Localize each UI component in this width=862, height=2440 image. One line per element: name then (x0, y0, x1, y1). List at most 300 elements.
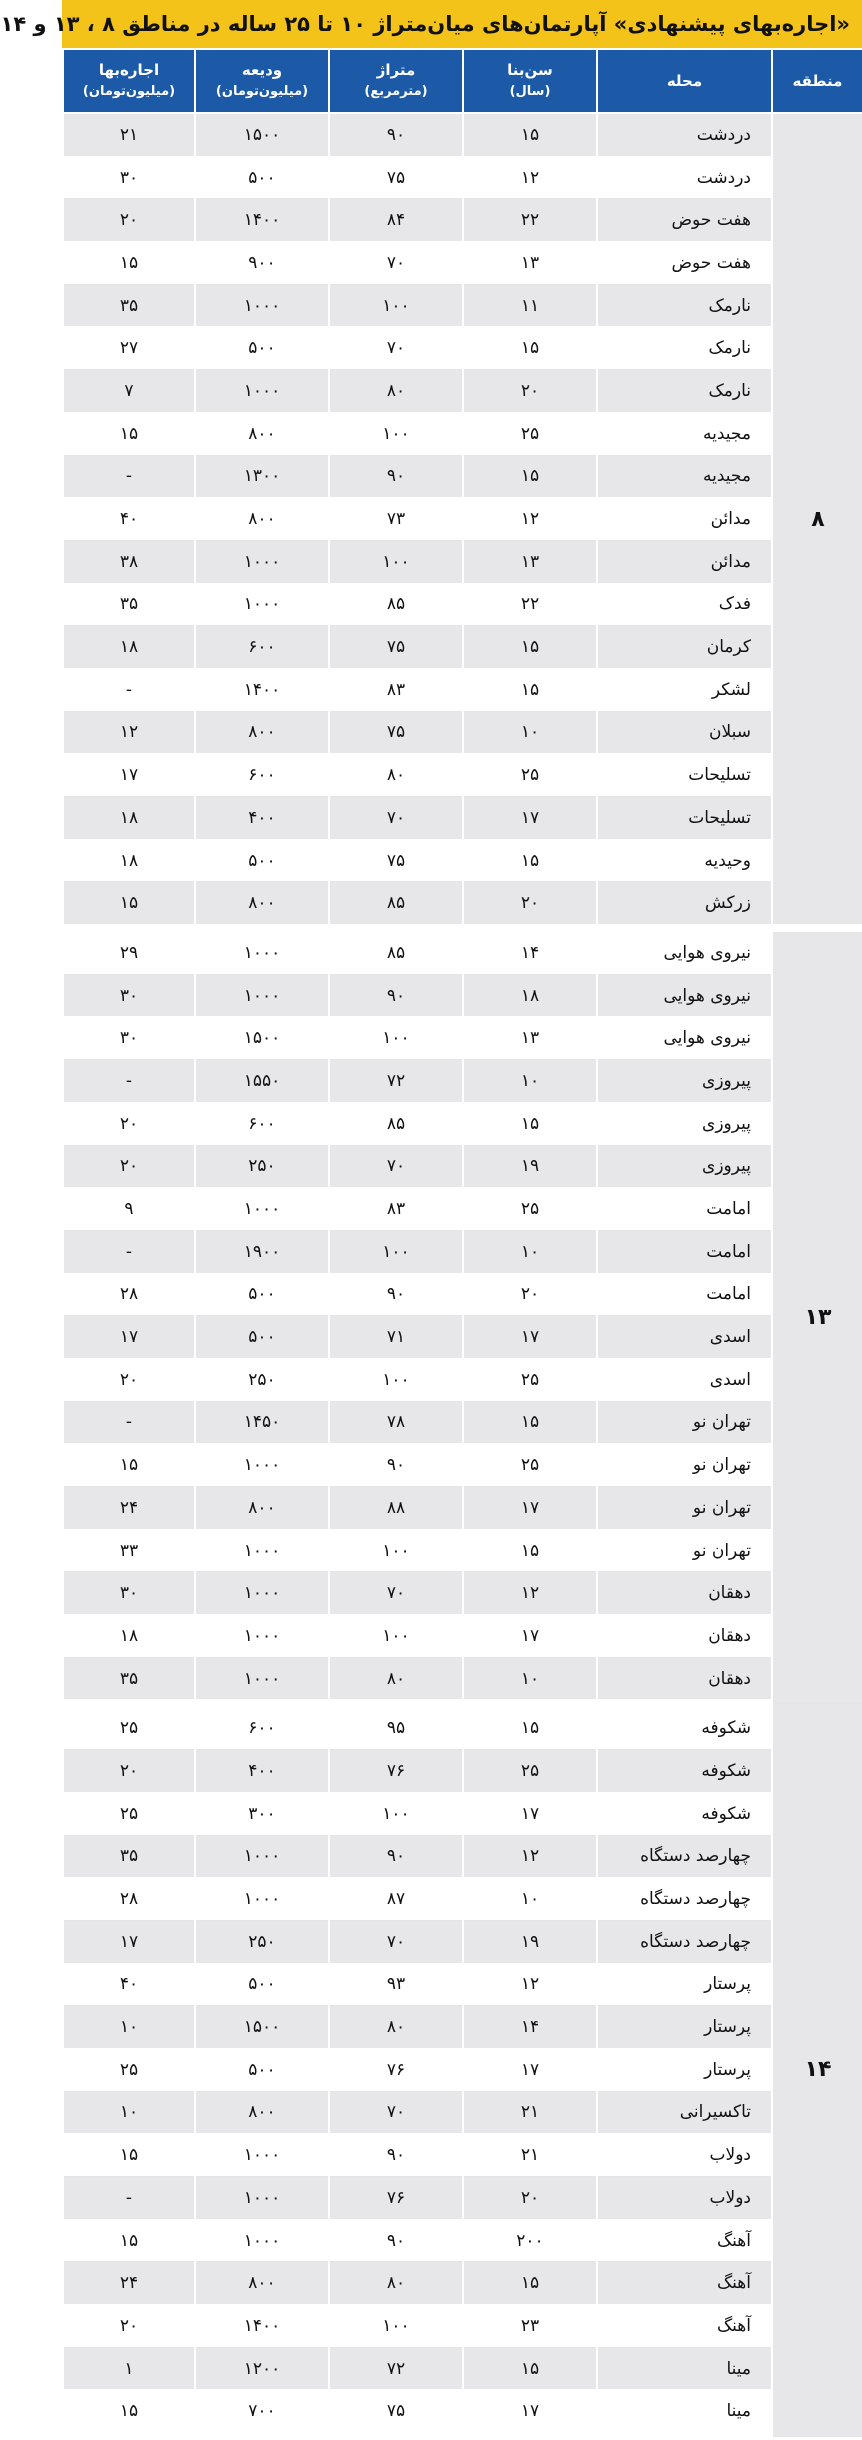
rent-cell: ۱۵ (63, 412, 195, 455)
deposit-cell: ۶۰۰ (195, 754, 329, 797)
age-cell: ۲۳ (463, 2305, 597, 2348)
rent-cell: ۳۵ (63, 1835, 195, 1878)
area-cell: ۷۶ (329, 1750, 463, 1793)
header-row (63, 49, 862, 113)
deposit-cell: ۲۵۰ (195, 1920, 329, 1963)
rent-cell: ۱۰ (63, 2006, 195, 2049)
neighborhood-cell: آهنگ (597, 2305, 772, 2348)
neighborhood-cell: شکوفه (597, 1750, 772, 1793)
neighborhood-cell: امامت (597, 1273, 772, 1316)
neighborhood-cell: چهارصد دستگاه (597, 1878, 772, 1921)
rent-cell: ۲۰ (63, 1102, 195, 1145)
area-cell: ۸۳ (329, 1188, 463, 1231)
age-cell: ۱۹ (463, 1920, 597, 1963)
header-region: منطقه (772, 49, 862, 113)
age-cell: ۲۵ (463, 1444, 597, 1487)
deposit-cell: ۷۰۰ (195, 2390, 329, 2436)
header-deposit: ودیعه (میلیون‌تومان) (195, 49, 329, 113)
neighborhood-cell: تهران نو (597, 1444, 772, 1487)
neighborhood-cell: دهقان (597, 1572, 772, 1615)
neighborhood-cell: نارمک (597, 327, 772, 370)
deposit-cell: ۱۰۰۰ (195, 1878, 329, 1921)
neighborhood-cell: شکوفه (597, 1703, 772, 1749)
rent-cell: ۲۵ (63, 1703, 195, 1749)
rent-cell: ۱۷ (63, 1920, 195, 1963)
deposit-cell: ۱۵۰۰ (195, 2006, 329, 2049)
area-cell: ۷۲ (329, 2347, 463, 2390)
neighborhood-cell: دهقان (597, 1657, 772, 1703)
area-cell: ۹۰ (329, 1273, 463, 1316)
table-row (63, 1060, 862, 1103)
age-cell: ۲۱ (463, 2134, 597, 2177)
deposit-cell: ۱۰۰۰ (195, 1615, 329, 1658)
header-age: سن‌بنا (سال) (463, 49, 597, 113)
neighborhood-cell: تسلیحات (597, 754, 772, 797)
table-row (63, 156, 862, 199)
neighborhood-cell: کرمان (597, 626, 772, 669)
table-row (63, 928, 862, 974)
age-cell: ۱۵ (463, 2347, 597, 2390)
rent-cell: - (63, 1060, 195, 1103)
rent-cell: ۳۵ (63, 1657, 195, 1703)
age-cell: ۱۳ (463, 1017, 597, 1060)
neighborhood-cell: فدک (597, 583, 772, 626)
age-cell: ۱۷ (463, 1487, 597, 1530)
area-cell: ۱۰۰ (329, 1529, 463, 1572)
neighborhood-cell: پرستار (597, 1963, 772, 2006)
rent-cell: - (63, 1401, 195, 1444)
deposit-cell: ۱۴۰۰ (195, 668, 329, 711)
area-cell: ۷۵ (329, 2390, 463, 2436)
rent-cell: - (63, 1230, 195, 1273)
area-cell: ۷۰ (329, 242, 463, 285)
neighborhood-cell: اسدی (597, 1316, 772, 1359)
neighborhood-cell: مجیدیه (597, 412, 772, 455)
table-row (63, 1230, 862, 1273)
area-cell: ۸۵ (329, 1102, 463, 1145)
rent-cell: ۱۵ (63, 242, 195, 285)
deposit-cell: ۱۰۰۰ (195, 1188, 329, 1231)
rent-cell: ۱۲ (63, 711, 195, 754)
area-cell: ۷۶ (329, 2177, 463, 2220)
table-row (63, 113, 862, 156)
rent-cell: ۲۰ (63, 2305, 195, 2348)
table-row (63, 540, 862, 583)
area-cell: ۹۵ (329, 1703, 463, 1749)
rent-cell: ۴۰ (63, 498, 195, 541)
deposit-cell: ۵۰۰ (195, 1316, 329, 1359)
area-cell: ۹۳ (329, 1963, 463, 2006)
age-cell: ۱۷ (463, 1316, 597, 1359)
rent-cell: ۲۰ (63, 1750, 195, 1793)
rent-cell: ۳۰ (63, 1017, 195, 1060)
area-cell: ۷۱ (329, 1316, 463, 1359)
deposit-cell: ۱۵۵۰ (195, 1060, 329, 1103)
age-cell: ۱۴ (463, 2006, 597, 2049)
table-row (63, 2390, 862, 2436)
age-cell: ۱۵ (463, 1102, 597, 1145)
area-cell: ۷۰ (329, 1145, 463, 1188)
table-row (63, 1017, 862, 1060)
age-cell: ۲۰ (463, 2177, 597, 2220)
deposit-cell: ۶۰۰ (195, 626, 329, 669)
rent-cell: ۱ (63, 2347, 195, 2390)
neighborhood-cell: امامت (597, 1188, 772, 1231)
area-cell: ۸۳ (329, 668, 463, 711)
rent-cell: - (63, 668, 195, 711)
age-cell: ۱۳ (463, 540, 597, 583)
age-cell: ۲۵ (463, 1188, 597, 1231)
rent-cell: ۲۵ (63, 2048, 195, 2091)
rent-cell: ۲۸ (63, 1878, 195, 1921)
neighborhood-cell: پیروزی (597, 1102, 772, 1145)
age-cell: ۱۴ (463, 928, 597, 974)
rent-cell: ۲۸ (63, 1273, 195, 1316)
rent-cell: ۲۹ (63, 928, 195, 974)
table-row (63, 2177, 862, 2220)
area-cell: ۱۰۰ (329, 1230, 463, 1273)
neighborhood-cell: مدائن (597, 540, 772, 583)
area-cell: ۸۵ (329, 882, 463, 928)
deposit-cell: ۵۰۰ (195, 839, 329, 882)
area-cell: ۷۵ (329, 156, 463, 199)
deposit-cell: ۱۰۰۰ (195, 1444, 329, 1487)
area-cell: ۷۵ (329, 839, 463, 882)
neighborhood-cell: دهقان (597, 1615, 772, 1658)
rent-cell: ۳۸ (63, 540, 195, 583)
neighborhood-cell: وحیدیه (597, 839, 772, 882)
neighborhood-cell: امامت (597, 1230, 772, 1273)
table-row (63, 2091, 862, 2134)
table-row (63, 2048, 862, 2091)
area-cell: ۹۰ (329, 113, 463, 156)
rent-cell: ۲۰ (63, 1358, 195, 1401)
neighborhood-cell: مجیدیه (597, 455, 772, 498)
header-neighborhood: محله (597, 49, 772, 113)
table-row (63, 1316, 862, 1359)
table-row (63, 1615, 862, 1658)
rent-cell: ۱۵ (63, 2390, 195, 2436)
region-cell: ۸ (772, 113, 862, 928)
neighborhood-cell: نیروی هوایی (597, 928, 772, 974)
age-cell: ۲۰ (463, 370, 597, 413)
deposit-cell: ۱۵۰۰ (195, 1017, 329, 1060)
area-cell: ۷۰ (329, 797, 463, 840)
deposit-cell: ۶۰۰ (195, 1703, 329, 1749)
deposit-cell: ۱۰۰۰ (195, 540, 329, 583)
age-cell: ۲۰ (463, 1273, 597, 1316)
table-row (63, 797, 862, 840)
deposit-cell: ۵۰۰ (195, 2048, 329, 2091)
age-cell: ۲۲ (463, 199, 597, 242)
area-cell: ۹۰ (329, 2134, 463, 2177)
neighborhood-cell: نارمک (597, 370, 772, 413)
age-cell: ۱۵ (463, 2262, 597, 2305)
rent-cell: ۲۴ (63, 2262, 195, 2305)
table-row (63, 2305, 862, 2348)
area-cell: ۱۰۰ (329, 2305, 463, 2348)
table-row (63, 626, 862, 669)
table-title: «اجاره‌بهای پیشنهادی» آپارتمان‌های میان‌متراژ ۱۰ تا ۲۵ ساله در مناطق ۸ ، ۱۳ و ۱۴ (62, 0, 862, 48)
age-cell: ۱۰ (463, 711, 597, 754)
age-cell: ۱۹ (463, 1145, 597, 1188)
age-cell: ۱۵ (463, 1529, 597, 1572)
table-row (63, 2347, 862, 2390)
neighborhood-cell: تهران نو (597, 1529, 772, 1572)
rent-cell: ۲۰ (63, 1145, 195, 1188)
table-row (63, 1444, 862, 1487)
region-cell: ۱۳ (772, 928, 862, 1703)
neighborhood-cell: چهارصد دستگاه (597, 1835, 772, 1878)
table-row (63, 882, 862, 928)
deposit-cell: ۹۰۰ (195, 242, 329, 285)
deposit-cell: ۱۰۰۰ (195, 284, 329, 327)
age-cell: ۱۸ (463, 974, 597, 1017)
deposit-cell: ۵۰۰ (195, 156, 329, 199)
table-row (63, 2134, 862, 2177)
rent-cell: ۲۵ (63, 1792, 195, 1835)
rent-cell: ۱۸ (63, 626, 195, 669)
rent-cell: - (63, 2177, 195, 2220)
rent-cell: ۱۰ (63, 2091, 195, 2134)
rent-cell: ۱۷ (63, 754, 195, 797)
age-cell: ۱۲ (463, 156, 597, 199)
rent-cell: ۲۱ (63, 113, 195, 156)
area-cell: ۷۸ (329, 1401, 463, 1444)
table-row (63, 1792, 862, 1835)
neighborhood-cell: تاکسیرانی (597, 2091, 772, 2134)
table-row (63, 455, 862, 498)
area-cell: ۸۰ (329, 370, 463, 413)
deposit-cell: ۱۰۰۰ (195, 928, 329, 974)
age-cell: ۱۲ (463, 1572, 597, 1615)
rent-table (62, 48, 862, 2440)
table-row (63, 412, 862, 455)
neighborhood-cell: سبلان (597, 711, 772, 754)
area-cell: ۸۰ (329, 1657, 463, 1703)
area-cell: ۱۰۰ (329, 1017, 463, 1060)
rent-cell: ۱۸ (63, 839, 195, 882)
neighborhood-cell: دردشت (597, 156, 772, 199)
deposit-cell: ۸۰۰ (195, 2262, 329, 2305)
table-body (63, 113, 862, 2436)
age-cell: ۱۵ (463, 668, 597, 711)
age-cell: ۱۵ (463, 626, 597, 669)
rent-cell: ۱۷ (63, 1316, 195, 1359)
neighborhood-cell: مینا (597, 2390, 772, 2436)
area-cell: ۹۰ (329, 2219, 463, 2262)
age-cell: ۱۷ (463, 797, 597, 840)
neighborhood-cell: مینا (597, 2347, 772, 2390)
deposit-cell: ۳۰۰ (195, 1792, 329, 1835)
neighborhood-cell: زرکش (597, 882, 772, 928)
age-cell: ۲۱ (463, 2091, 597, 2134)
area-cell: ۸۰ (329, 2262, 463, 2305)
age-cell: ۲۵ (463, 412, 597, 455)
table-row (63, 2219, 862, 2262)
table-row (63, 711, 862, 754)
rent-cell: ۳۰ (63, 1572, 195, 1615)
area-cell: ۸۸ (329, 1487, 463, 1530)
area-cell: ۸۵ (329, 928, 463, 974)
deposit-cell: ۱۰۰۰ (195, 1835, 329, 1878)
table-row (63, 199, 862, 242)
age-cell: ۱۰ (463, 1060, 597, 1103)
neighborhood-cell: شکوفه (597, 1792, 772, 1835)
age-cell: ۱۱ (463, 284, 597, 327)
neighborhood-cell: پرستار (597, 2048, 772, 2091)
area-cell: ۱۰۰ (329, 412, 463, 455)
age-cell: ۲۰ (463, 882, 597, 928)
deposit-cell: ۱۰۰۰ (195, 1572, 329, 1615)
table-row (63, 498, 862, 541)
table-row (63, 1835, 862, 1878)
table-row (63, 1878, 862, 1921)
table-row (63, 1145, 862, 1188)
age-cell: ۱۷ (463, 2048, 597, 2091)
deposit-cell: ۱۰۰۰ (195, 1529, 329, 1572)
area-cell: ۷۵ (329, 711, 463, 754)
table-row (63, 839, 862, 882)
age-cell: ۱۰ (463, 1230, 597, 1273)
rent-cell: ۱۸ (63, 797, 195, 840)
age-cell: ۱۵ (463, 455, 597, 498)
table-row (63, 2006, 862, 2049)
region-cell: ۱۴ (772, 1703, 862, 2436)
age-cell: ۱۷ (463, 1615, 597, 1658)
neighborhood-cell: آهنگ (597, 2262, 772, 2305)
neighborhood-cell: دولاب (597, 2177, 772, 2220)
age-cell: ۱۰ (463, 1657, 597, 1703)
deposit-cell: ۵۰۰ (195, 1273, 329, 1316)
age-cell: ۱۳ (463, 242, 597, 285)
age-cell: ۱۲ (463, 1835, 597, 1878)
rent-cell: ۱۸ (63, 1615, 195, 1658)
rent-cell: - (63, 455, 195, 498)
rent-cell: ۱۵ (63, 1444, 195, 1487)
table-row (63, 1963, 862, 2006)
rent-cell: ۳۰ (63, 974, 195, 1017)
rent-cell: ۷ (63, 370, 195, 413)
table-row (63, 668, 862, 711)
rent-cell: ۳۵ (63, 284, 195, 327)
neighborhood-cell: پیروزی (597, 1060, 772, 1103)
area-cell: ۷۲ (329, 1060, 463, 1103)
neighborhood-cell: اسدی (597, 1358, 772, 1401)
age-cell: ۱۵ (463, 839, 597, 882)
rent-cell: ۲۰ (63, 199, 195, 242)
age-cell: ۲۵ (463, 1750, 597, 1793)
rent-cell: ۹ (63, 1188, 195, 1231)
deposit-cell: ۱۰۰۰ (195, 1657, 329, 1703)
area-cell: ۸۰ (329, 754, 463, 797)
deposit-cell: ۵۰۰ (195, 327, 329, 370)
age-cell: ۲۵ (463, 1358, 597, 1401)
deposit-cell: ۶۰۰ (195, 1102, 329, 1145)
area-cell: ۷۰ (329, 1572, 463, 1615)
area-cell: ۷۶ (329, 2048, 463, 2091)
neighborhood-cell: دردشت (597, 113, 772, 156)
age-cell: ۱۵ (463, 1703, 597, 1749)
table-row (63, 1657, 862, 1703)
area-cell: ۷۰ (329, 2091, 463, 2134)
table-row (63, 1529, 862, 1572)
deposit-cell: ۱۲۰۰ (195, 2347, 329, 2390)
rent-cell: ۳۵ (63, 583, 195, 626)
deposit-cell: ۱۰۰۰ (195, 370, 329, 413)
area-cell: ۸۵ (329, 583, 463, 626)
table-row (63, 1273, 862, 1316)
deposit-cell: ۴۰۰ (195, 797, 329, 840)
table-row (63, 327, 862, 370)
area-cell: ۹۰ (329, 1444, 463, 1487)
deposit-cell: ۴۰۰ (195, 1750, 329, 1793)
header-rent: اجاره‌بها (میلیون‌تومان) (63, 49, 195, 113)
area-cell: ۸۰ (329, 2006, 463, 2049)
neighborhood-cell: چهارصد دستگاه (597, 1920, 772, 1963)
area-cell: ۷۵ (329, 626, 463, 669)
deposit-cell: ۸۰۰ (195, 711, 329, 754)
rent-cell: ۳۰ (63, 156, 195, 199)
area-cell: ۸۷ (329, 1878, 463, 1921)
rent-cell: ۱۵ (63, 2134, 195, 2177)
table-row (63, 1750, 862, 1793)
age-cell: ۱۲ (463, 1963, 597, 2006)
deposit-cell: ۲۵۰ (195, 1145, 329, 1188)
deposit-cell: ۸۰۰ (195, 1487, 329, 1530)
table-row (63, 1358, 862, 1401)
table-row (63, 583, 862, 626)
table-row (63, 974, 862, 1017)
age-cell: ۱۷ (463, 1792, 597, 1835)
table-row (63, 2262, 862, 2305)
neighborhood-cell: نیروی هوایی (597, 1017, 772, 1060)
area-cell: ۱۰۰ (329, 1792, 463, 1835)
age-cell: ۲۲ (463, 583, 597, 626)
age-cell: ۱۵ (463, 1401, 597, 1444)
area-cell: ۱۰۰ (329, 284, 463, 327)
age-cell: ۱۷ (463, 2390, 597, 2436)
deposit-cell: ۲۵۰ (195, 1358, 329, 1401)
deposit-cell: ۸۰۰ (195, 2091, 329, 2134)
deposit-cell: ۱۴۰۰ (195, 2305, 329, 2348)
neighborhood-cell: نارمک (597, 284, 772, 327)
deposit-cell: ۱۰۰۰ (195, 583, 329, 626)
neighborhood-cell: تهران نو (597, 1401, 772, 1444)
neighborhood-cell: آهنگ (597, 2219, 772, 2262)
table-row (63, 1401, 862, 1444)
age-cell: ۱۲ (463, 498, 597, 541)
area-cell: ۱۰۰ (329, 540, 463, 583)
neighborhood-cell: لشکر (597, 668, 772, 711)
deposit-cell: ۱۰۰۰ (195, 2134, 329, 2177)
rent-cell: ۱۵ (63, 2219, 195, 2262)
table-row (63, 1188, 862, 1231)
deposit-cell: ۱۰۰۰ (195, 2219, 329, 2262)
age-cell: ۲۵ (463, 754, 597, 797)
table-row (63, 242, 862, 285)
deposit-cell: ۱۹۰۰ (195, 1230, 329, 1273)
rent-cell: ۱۵ (63, 882, 195, 928)
neighborhood-cell: هفت حوض (597, 199, 772, 242)
deposit-cell: ۸۰۰ (195, 412, 329, 455)
table-row (63, 1703, 862, 1749)
deposit-cell: ۱۰۰۰ (195, 2177, 329, 2220)
table-row (63, 754, 862, 797)
neighborhood-cell: تهران نو (597, 1487, 772, 1530)
age-cell: ۱۵ (463, 327, 597, 370)
deposit-cell: ۵۰۰ (195, 1963, 329, 2006)
